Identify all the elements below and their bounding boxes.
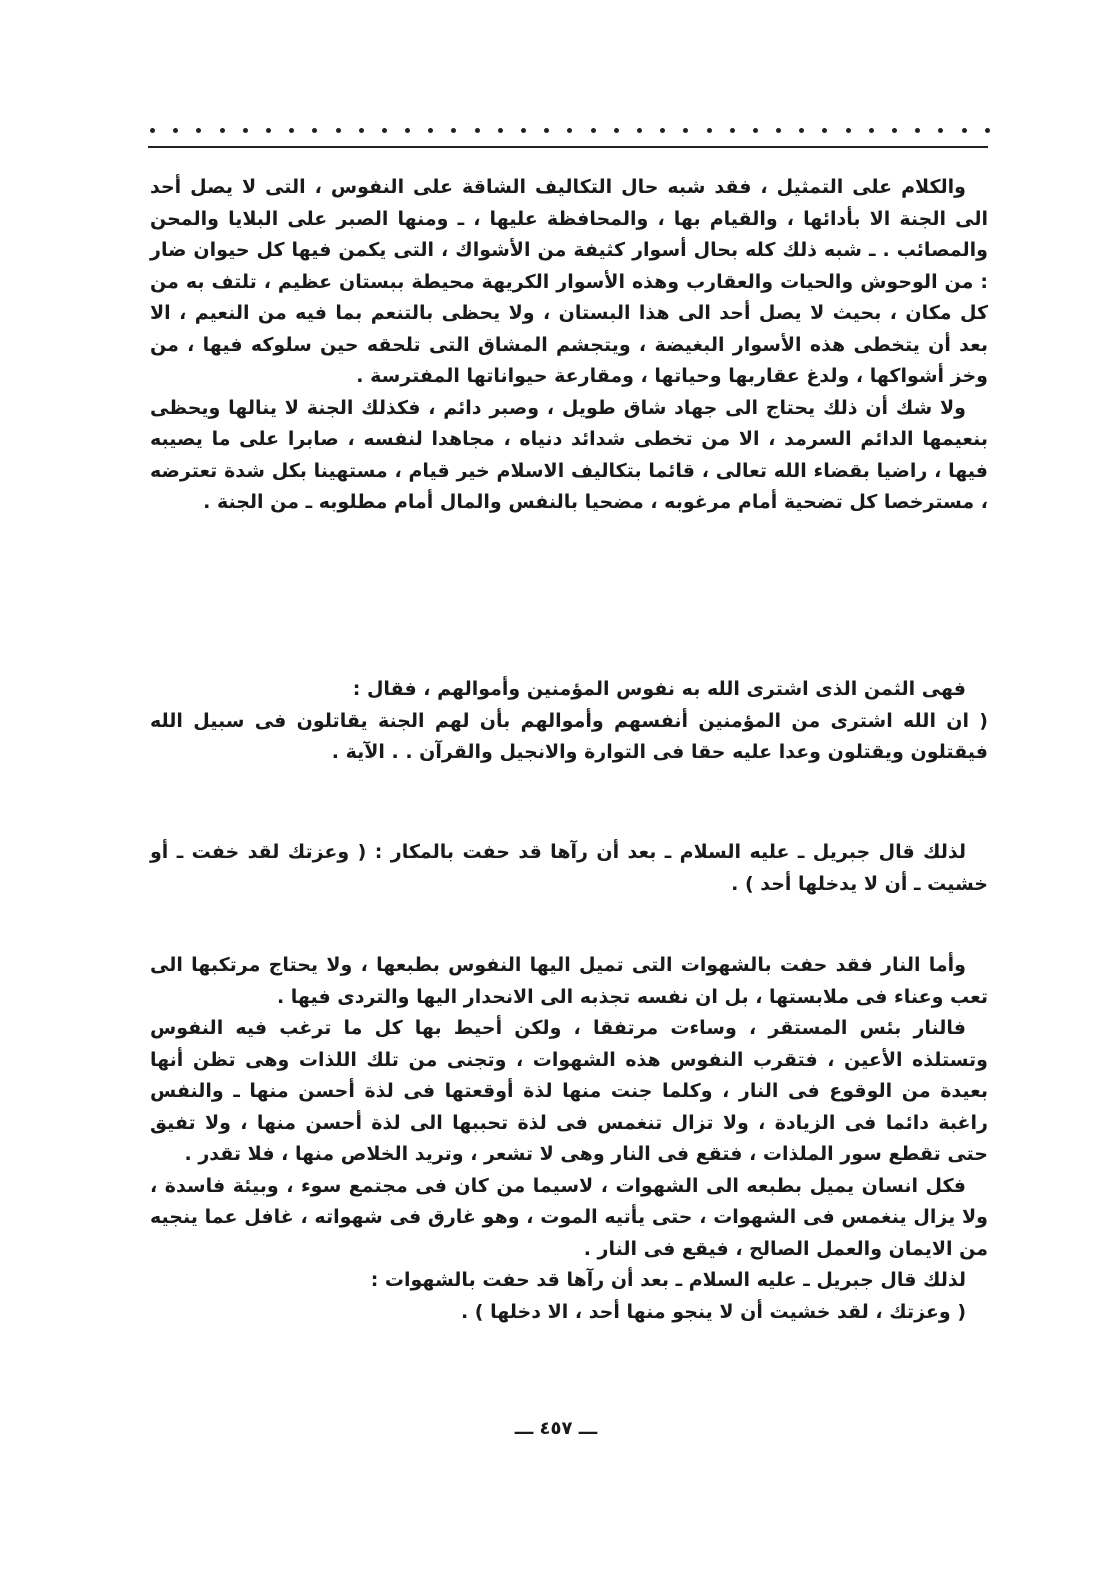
paragraph-struggle-for-paradise: ولا شك أن ذلك يحتاج الى جهاد شاق طويل ، وصبر دائم ، فكذلك الجنة لا ينالها ويحظى بنعيمها الدائم السرمد ، الا من تخطى شدائد دنياه ، مجاهدا لنفسه ، صابرا على ما يصيبه فيها ، راضيا بقضاء الله تعالى ، قائما بتكاليف الاسلام خير قيام ، مستهينا بكل شدة تعترضه ، مسترخصا كل تضحية أمام مرغوبه ، مضحيا بالنفس والمال أمام مطلوبه ـ من الجنة . bbox=[150, 396, 988, 513]
paragraph-jibril-desires: لذلك قال جبريل ـ عليه السلام ـ بعد أن رآها قد حفت بالشهوات : bbox=[370, 1269, 966, 1291]
body-section-1 bbox=[150, 172, 988, 519]
page-number: ـــ ٤٥٧ ـــ bbox=[514, 1418, 598, 1439]
body-section-4 bbox=[150, 950, 988, 1328]
body-section-2 bbox=[150, 674, 988, 769]
paragraph-jibril-hardships: لذلك قال جبريل ـ عليه السلام ـ بعد أن رآها قد حفت بالمكار : ( وعزتك لقد خفت ـ أو خشيت ـ أن لا يدخلها أحد ) . bbox=[150, 841, 988, 895]
paragraph-human-nature: فكل انسان يميل بطبعه الى الشهوات ، لاسيما من كان فى مجتمع سوء ، وبيئة فاسدة ، ولا يزال ينغمس فى الشهوات ، حتى يأتيه الموت ، وهو غارق فى شهواته ، غافل عما ينجيه من الايمان والعمل الصالح ، فيقع فى النار . bbox=[150, 1174, 988, 1260]
header-dot-ornament bbox=[150, 120, 990, 140]
header-rule bbox=[148, 146, 988, 148]
quran-quote-1: ( ان الله اشترى من المؤمنين أنفسهم وأموالهم بأن لهم الجنة يقاتلون فى سبيل الله فيقتلون ويقتلون وعدا عليه حقا فى التوارة والانجيل والقرآن . . الآية . bbox=[150, 709, 988, 763]
hadith-quote-2: ( وعزتك ، لقد خشيت أن لا ينجو منها أحد ، الا دخلها ) . bbox=[460, 1300, 966, 1323]
paragraph-fire-pleasures: فالنار بئس المستقر ، وساءت مرتفقا ، ولكن أحيط بها كل ما ترغب فيه النفوس وتستلذه الأعين ، فتقرب النفوس هذه الشهوات ، وتجنى من تلك اللذات وهى تظن أنها بعيدة من الوقوع فى النار ، وكلما جنت منها لذة أوقعتها فى لذة أحسن منها ـ والنفس راغبة دائما فى الزيادة ، ولا تزال تنغمس فى لذة تحببها الى لذة أحسن منها ، ولا تفيق حتى تقطع سور الملذات ، فتقع فى النار وهى لا تشعر ، وتريد الخلاص منها ، فلا تقدر . bbox=[150, 1017, 988, 1165]
paragraph-gardens-metaphor: والكلام على التمثيل ، فقد شبه حال التكاليف الشاقة على النفوس ، التى لا يصل أحد الى الجنة الا بأدائها ، والقيام بها ، والمحافظة عليها ، ـ ومنها الصبر على البلايا والمحن والمصائب . ـ شبه ذلك كله بحال أسوار كثيفة من الأشواك ، التى يكمن فيها كل حيوان ضار : من الوحوش والحيات والعقارب وهذه الأسوار الكريهة محيطة ببستان عظيم ، تلتف به من كل مكان ، بحيث لا يصل أحد الى هذا البستان ، ولا يحظى بالتنعم بما فيه من النعيم ، الا بعد أن يتخطى هذه الأسوار البغيضة ، ويتجشم المشاق التى تلحقه حين سلوكه فيها ، من وخز أشواكها ، ولدغ عقاربها وحياتها ، ومقارعة حيواناتها المفترسة . bbox=[150, 176, 988, 387]
paragraph-fire-desires: وأما النار فقد حفت بالشهوات التى تميل اليها النفوس بطبعها ، ولا يحتاج مرتكبها الى تعب وعناء فى ملابستها ، بل ان نفسه تجذبه الى الانحدار اليها والتردى فيها . bbox=[150, 954, 988, 1008]
paragraph-price-of-paradise: فهى الثمن الذى اشترى الله به نفوس المؤمنين وأموالهم ، فقال : bbox=[352, 678, 966, 700]
body-section-3 bbox=[150, 837, 988, 900]
